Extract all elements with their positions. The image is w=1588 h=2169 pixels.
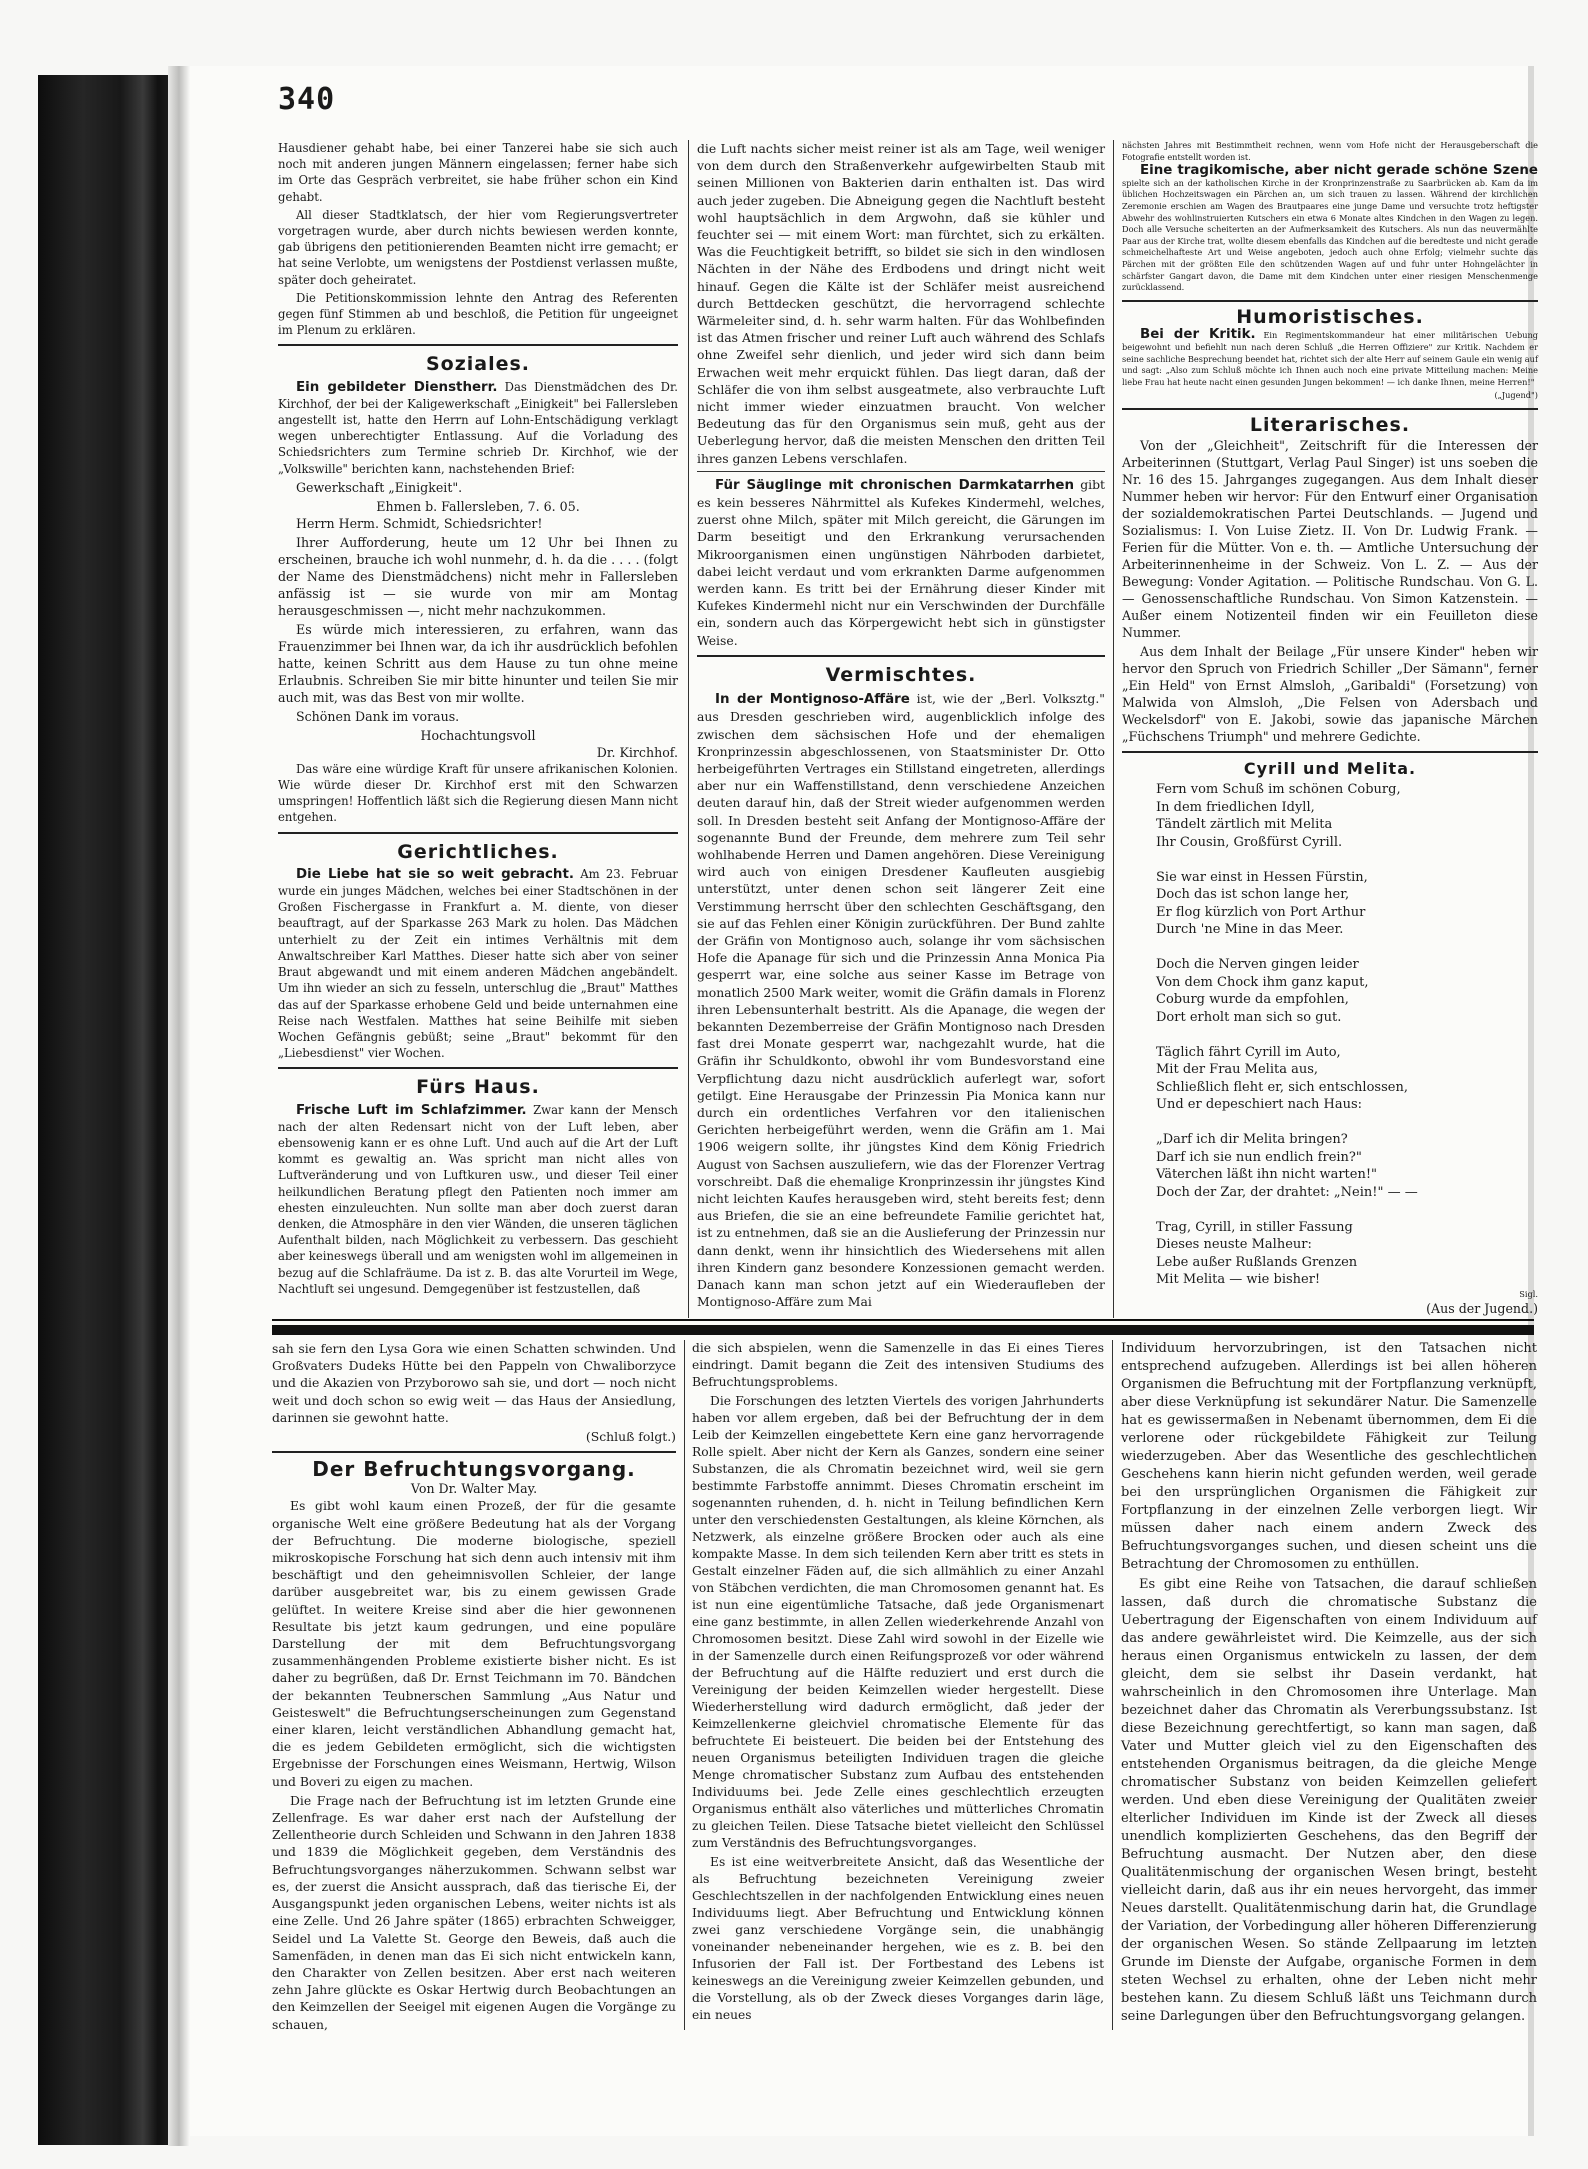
section-rule [1122,300,1538,302]
section-heading-fuers-haus: Fürs Haus. [416,1076,540,1099]
poem-line: Dieses neuste Malheur: [1156,1237,1312,1253]
section-rule [697,471,1105,472]
poem-signature: Sigl. [1519,1288,1538,1299]
article-lead: Für Säuglinge mit chronischen Darmkatarrhen [715,477,1075,493]
paragraph: Das wäre eine würdige Kraft für unsere afrikanischen Kolonien. Wie würde dieser Dr. Kirchhof erst mit den Schwarzen umspringen! Hoffentlich läßt sich die Regierung diesen Mann nicht entgehen. [278,761,678,825]
page-stack-edge [168,66,190,2146]
poem-line: Doch das ist schon lange her, [1156,887,1350,903]
article-lead: Ein gebildeter Dienstherr. [296,379,498,395]
poem-line [1156,1201,1538,1219]
section-heading-vermischtes: Vermischtes. [825,663,977,686]
column-divider [1113,140,1114,1318]
poem-title: Cyrill und Melita. [1243,759,1417,779]
poem-line: Dort erholt man sich so gut. [1156,1009,1342,1025]
poem [1156,781,1538,1289]
letter-body: Ihrer Aufforderung, heute um 12 Uhr bei Ihnen zu erscheinen, brauche ich wohl nunmehr, d. h. da die . . . . (folgt der Name des Dienstmädchens) nicht mehr in Fallersleben anfässig ist — sie wurde von mir am Montag herausgeschmissen —, nicht mehr nachzukommen. [278,534,678,618]
paragraph: die Luft nachts sicher meist reiner ist als am Tage, weil weniger von dem durch den Straßenverkehr aufgewirbelten Staub mit seinen Millionen von Bakterien darin enthalten ist. Das wird auch jeder zugeben. Die Abneigung gegen die Nachtluft besteht wohl hauptsächlich in dem Argwohn, daß sie kühler und feuchter sei — mit einem Wort: man fürchtet, sich zu erkälten. Was die Feuchtigkeit betrifft, so bildet sie sich in den windlosen Nächten in der Nähe des Erdbodens und dringt nicht weit hinauf. Gegen die Kälte ist der Schläfer meist ausreichend durch Bettdecken geschützt, die hervorragend schlechte Wärmeleiter sind, d. h. sehr warm halten. Für das Wohlbefinden ist das Atmen frischer und reiner Luft auch während des Schlafs ohne Zweifel sehr dienlich, und jeder wird sich dann beim Erwachen weit mehr erquickt fühlen. Das liegt daran, daß der Schläfer die von ihm selbst ausgeatmete, also verbrauchte Luft nicht immer wieder einzuatmen braucht. Von welcher Bedeutung das für den Organismus sein muß, geht aus der Ueberlegung hervor, daß die meisten Menschen den dritten Teil ihres ganzen Lebens verschlafen. [697,141,1105,466]
paragraph: Die Frage nach der Befruchtung ist im letzten Grunde eine Zellenfrage. Es war daher erst nach der Aufstellung der Zellentheorie durch Schleiden und Schwann in den Jahren 1838 und 1839 die Möglichkeit gegeben, dem Verständnis des Befruchtungsvorganges näherzukommen. Schwann selbst war es, der zuerst die Ansicht aussprach, daß das tierische Ei, der Ausgangspunkt jeden organischen Lebens, weiter nichts ist als eine Zelle. Und 26 Jahre später (1865) erbrachten Schweigger, Seidel und La Valette St. George den Beweis, daß auch die Samenfäden, in denen man das Ei sich nicht entwickeln kann, den Charakter von Zellen besitzen. Aber erst nach weiteren zehn Jahre glückte es Oskar Hertwig durch Beobachtungen an den Keimzellen der Seeigel mit eigenen Augen die Vorgänge zu schauen, [272,1792,676,2032]
continued-note: (Schluß folgt.) [585,1429,676,1445]
feuilleton-rule-thin [272,1319,1534,1321]
letter-to: Herrn Herm. Schmidt, Schiedsrichter! [296,515,543,531]
poem-line: Mit Melita — wie bisher! [1156,1272,1321,1288]
letter-signature: Dr. Kirchhof. [596,744,678,760]
paragraph: Hausdiener gehabt habe, bei einer Tanzerei habe sie sich auch noch mit anderen jungen Männern eingelassen; ferner habe sich im Orte das Gespräch verbreitet, sie habe früher schon ein Kind gehabt. [278,141,678,204]
section-heading-humoristisches: Humoristisches. [1236,305,1424,328]
poem-line: Fern vom Schuß im schönen Coburg, [1156,782,1401,798]
poem-line [1156,939,1538,957]
letter-signoff: Hochachtungsvoll [420,727,536,743]
paragraph: die sich abspielen, wenn die Samenzelle in das Ei eines Tieres eindringt. Damit begann die Zeit des intensiven Studiums des Befruchtungsproblems. [692,1341,1104,1389]
poem-line: Und er depeschiert nach Haus: [1156,1097,1363,1113]
article-lead: In der Montignoso-Affäre [715,692,910,708]
paragraph: sah sie fern den Lysa Gora wie einen Schatten schwinden. Und Großvaters Dudeks Hütte bei den Pappeln von Chwaliborzyce und die Akazien von Przyborowo sah sie, und dort — noch nicht weit und doch schon so ewig weit — das Haus der Ansiedlung, darinnen sie gewohnt hatte. [272,1341,676,1425]
article-lead: Eine tragikomische, aber nicht gerade schöne Szene [1140,163,1538,179]
paragraph: Individuum hervorzubringen, ist den Tatsachen nicht entsprechend aufzugeben. Allerdings ist bei allen höheren Organismen die Befruchtung mit der Fortpflanzung verknüpft, aber diese Verknüpfung ist sekundärer Natur. Die Samenzelle hat es gewissermaßen in Nebenamt übernommen, dem Ei die verlorene oder rückgebildete Fähigkeit zur Teilung wiederzugeben. Aber das Wesentliche des geschlechtlichen Geschehens kann hierin nicht gefunden werden, weil gerade bei den ursprünglichen Organismen die Fähigkeit zur Fortpflanzung in der einzelnen Zelle verborgen liegt. Wir müssen daher nach einem andern Zweck des Befruchtungsvorganges suchen, und diesen scheint uns die Betrachtung der Chromosomen zu enthüllen. [1121,1341,1537,1572]
section-heading-soziales: Soziales. [425,353,531,376]
article-title: Der Befruchtungsvorgang. [312,1457,636,1482]
column-divider [684,1340,685,2030]
poem-line: Ihr Cousin, Großfürst Cyrill. [1156,834,1343,850]
article-author: Von Dr. Walter May. [410,1481,538,1497]
lower-column-1 [272,1340,676,2035]
section-rule [1122,751,1538,753]
poem-line: In dem friedlichen Idyll, [1156,799,1315,815]
source-credit: („Jugend") [1494,390,1538,401]
article-lead: Die Liebe hat sie so weit gebracht. [296,866,574,882]
upper-column-3 [1122,140,1538,1317]
poem-line: Tändelt zärtlich mit Melita [1156,817,1333,833]
paragraph: Es gibt wohl kaum einen Prozeß, der für die gesamte organische Welt eine größere Bedeutung hat als der Vorgang der Befruchtung. Die moderne biologische, speziell mikroskopische Forschung hat sich denn auch intensiv mit ihm beschäftigt und den geheimnisvollen Schleier, der lange darüber ausgebreitet war, bis zu einem gewissen Grade gelüftet. In weitere Kreise sind aber die hier gewonnenen Resultate bis jetzt kaum gedrungen, und eine populäre Darstellung der mit dem Befruchtungsvorgang zusammenhängenden Probleme existierte bisher nicht. Es ist daher zu begrüßen, daß Dr. Ernst Teichmann im 70. Bändchen der bekannten Teubnerschen Sammlung „Aus Natur und Geisteswelt" die Befruchtungserscheinungen zum Gegenstand einer klaren, leicht verständlichen Abhandlung gemacht hat, die es jedem Gebildeten ermöglicht, sich die wichtigsten Ergebnisse der Forschungen eines Weismann, Hertwig, Wilson und Boveri zu eigen zu machen. [272,1498,676,1789]
upper-column-2 [697,140,1105,1312]
poem-line: Er flog kürzlich von Port Arthur [1156,904,1366,920]
poem-line [1156,1026,1538,1044]
paragraph: Die Forschungen des letzten Viertels des vorigen Jahrhunderts haben vor allem ergeben, daß bei der Befruchtung der in dem Leib der Keimzellen eingebettete Kern eine ganz hervorragende Rolle spielt. Aber nicht der Kern als Ganzes, sondern eine seiner Substanzen, die als Chromatin bezeichnet wird, weil sie gern bestimmte Farbstoffe annimmt. Dieses Chromatin erscheint im sogenannten ruhenden, d. h. nicht in Teilung befindlichen Kern unter den verschiedensten Gestaltungen, als kleine Körnchen, als Netzwerk, als einzelne größere Brocken oder auch als eine kompakte Masse. In dem sich teilenden Kern aber tritt es stets in Gestalt einzelner Fäden auf, die sich allmählich zu einer Anzahl von Stäbchen verdichten, die man Chromosomen genannt hat. Es ist nun eine eigentümliche Tatsache, daß jede Organismenart eine ganz bestimmte, in allen Zellen wiederkehrende Anzahl von Chromosomen besitzt. Diese Zahl wird sowohl in der Eizelle wie in der Samenzelle durch einen Reifungsprozeß vor oder während der Befruchtung auf die Hälfte reduziert und erst durch die Vereinigung der beiden Keimzellen wieder hergestellt. Diese Wiederherstellung wird dadurch ermöglicht, daß jeder der Keimzellenkerne gleichviel chromatische Elemente für das befruchtete Ei beisteuert. Die beiden bei der Entstehung des neuen Organismus beteiligten Individuen tragen die gleiche Menge chromatischer Substanz zum Aufbau des entstehenden Individuums bei. Jede Zelle eines geschlechtlich erzeugten Organismus enthält also väterliches und mütterliches Chromatin zu gleichen Teilen. Diese Tatsache bietet vielleicht den Schlüssel zum Verständnis des Befruchtungsvorganges. [692,1394,1104,1850]
poem-line: Darf ich sie nun endlich frein?" [1156,1149,1362,1165]
poem-line: Lebe außer Rußlands Grenzen [1156,1254,1358,1270]
column-divider [1112,1340,1113,2030]
poem-line: Sie war einst in Hessen Fürstin, [1156,869,1368,885]
feuilleton-rule [272,1325,1534,1335]
article-text: gibt es kein besseres Nährmittel als Kufekes Kindermehl, welches, zuerst ohne Milch, später mit Milch gereicht, die Gärungen im Darm beseitigt und den Erkrankung verursachenden Mikroorganismen einen ungünstigen Nährboden darbietet, dabei leicht verdaut und vom erkrankten Darme aufgenommen werden kann. Es tritt bei der Ernährung dieser Kinder mit Kufekes Kindermehl nicht nur ein Verschwinden der Durchfälle ein, sondern auch das Körpergewicht hebt sich in günstigster Weise. [697,476,1105,648]
poem-line [1156,851,1538,869]
poem-line: Doch die Nerven gingen leider [1156,957,1359,973]
lower-column-3 [1121,1340,1537,2028]
column-divider [688,140,689,1318]
section-heading-literarisches: Literarisches. [1249,413,1411,436]
poem-line: Trag, Cyrill, in stiller Fassung [1156,1219,1353,1235]
poem-line: Doch der Zar, der drahtet: „Nein!" — — [1156,1184,1418,1200]
poem-line: Väterchen läßt ihn nicht warten!" [1156,1167,1378,1183]
lower-column-2 [692,1340,1104,2026]
article-lead: Bei der Kritik. [1140,327,1256,343]
paragraph: All dieser Stadtklatsch, der hier vom Regierungsvertreter vorgetragen wurde, aber durch nichts bewiesen werden konnte, gab übrigens den petitionierenden Beamten nicht irre gemacht; er hat seine Verlobte, um wenigstens der Postdienst verlassen mußte, später doch geheiratet. [278,207,678,287]
paragraph: Die Petitionskommission lehnte den Antrag des Referenten gegen fünf Stimmen ab und beschloß, die Petition für ungeeignet im Plenum zu erklären. [278,290,678,338]
paragraph: Es gibt eine Reihe von Tatsachen, die darauf schließen lassen, daß durch die chromatische Substanz die Uebertragung der Eigenschaften von einem Individuum auf das andere gewährleistet wird. Die Keimzelle, aus der sich heraus einen Organismus entwickeln zu lassen, der dem gleicht, dem sie selbst ihr Dasein verdankt, hat wahrscheinlich in den Chromosomen ihre Unterlage. Man bezeichnet daher das Chromatin als Vererbungssubstanz. Ist diese Bezeichnung gerechtfertigt, so kann man sagen, daß Vater und Mutter gleich viel zu den Eigenschaften des entstehenden Organismus beitragen, da die gleiche Menge chromatischer Substanz von beiden Keimzellen geliefert werden. Und eben diese Vereinigung der Qualitäten zweier elterlicher Individuen im Kinde ist der Zweck all dieses unendlich komplizierten Geschehens, das den Begriff der Befruchtung ausmacht. Der Nutzen aber, den diese Qualitätenmischung der organischen Wesen bringt, besteht vielleicht darin, daß aus ihr ein neues hervorgeht, das immer Neues darstellt. Qualitätenmischung darin hat, die Grundlage der Variation, der Vorbedingung aller höheren Differenzierung der organischen Wesen. So stände Zellpaarung im letzten Grunde im Dienste der Aufgabe, organische Formen in dem steten Wechsel zu erhalten, ohne der Leben nicht mehr bestehen kann. Zu diesem Schluß läßt uns Teichmann durch seine Darlegungen über den Befruchtungsvorgang gelangen. [1121,1577,1537,2024]
section-rule [272,1451,676,1453]
section-rule [697,655,1105,657]
article-text: Ein Regimentskommandeur hat einer militärischen Uebung beigewohnt und befiehlt nun nach deren Schluß „die Herren Offiziere" zur Kritik. Nachdem er seine sachliche Besprechung beendet hat, richtet sich der alte Herr auf seinem Gaule ein wenig auf und sagt: „Also zum Schluß möchte ich Ihnen auch noch eine private Mitteilung machen: Meine liebe Frau hat heute nacht einen gesunden Jungen bekommen! — ich danke Ihnen, meine Herren!" [1122,330,1538,387]
poem-line: Durch 'ne Mine in das Meer. [1156,922,1344,938]
article-text: Am 23. Februar wurde ein junges Mädchen, welches bei einer Stadtschönen in der Großen Fischergasse in Frankfurt a. M. diente, von dieser beauftragt, auf der Sparkasse 263 Mark zu holen. Das Mädchen unterhielt zu der Zeit ein intimes Verhältnis mit dem Anwaltschreiber Karl Matthes. Dieser hatte sich aber von seiner Braut abgewandt und mit einem anderen Mädchen angebändelt. Um ihn wieder an sich zu fesseln, unterschlug die „Braut" Matthes das auf der Sparkasse erhobene Geld und beide unternahmen eine Reise nach Westfalen. Matthes hat seine Beihilfe mit sieben Wochen Gefängnis gebüßt; seine „Braut" bekommt für den „Liebesdienst" vier Wochen. [278,866,678,1061]
poem-line: Täglich fährt Cyrill im Auto, [1156,1044,1341,1060]
book-spine [38,75,188,2145]
paragraph: Von der „Gleichheit", Zeitschrift für die Interessen der Arbeiterinnen (Stuttgart, Verlag Paul Singer) ist uns soeben die Nr. 16 des 15. Jahrganges zugegangen. Aus dem Inhalt dieser Nummer heben wir hervor: Für den Entwurf einer Organisation der sozialdemokratischen Partei Deutschlands. — Jugend und Sozialismus: I. Von Luise Zietz. II. Von Dr. Ludwig Frank. — Ferien für die Mütter. Von e. th. — Amtliche Untersuchung der Arbeiterinnenheime in der Schweiz. Von L. Z. — Aus der Bewegung: Vonder Agitation. — Politische Rundschau. Von G. L. — Genossenschaftliche Rundschau. Von Simon Katzenstein. — Außer einem Notizenteil finden wir ein Feuilleton diese Nummer. [1122,438,1538,641]
poem-line: Von dem Chock ihm ganz kaput, [1156,974,1369,990]
letter-thanks: Schönen Dank im voraus. [296,708,460,724]
letter-place: Ehmen b. Fallersleben, 7. 6. 05. [376,498,580,514]
article-text: Zwar kann der Mensch nach der alten Redensart nicht von der Luft leben, aber ebensowenig kann er es ohne Luft. Und auch auf die Art der Luft kommt es gewaltig an. Was spricht man nicht alles von Luftveränderung und von Luftkuren usw., und dieser Teil einer heilkundlichen Beratung pflegt den Patienten noch immer am ehesten einzuleuchten. Nun sollte man aber doch zuerst daran denken, die Atmosphäre in den vier Wänden, die unseren täglichen Aufenthalt bilden, nach Möglichkeit zu verbessern. Das geschieht aber keineswegs überall und am wenigsten wohl im allgemeinen in bezug auf die Schlafräume. Da ist z. B. das alte Vorurteil im Wege, Nachtluft sei ungesund. Demgegenüber ist festzustellen, daß [278,1102,679,1296]
section-rule [1122,408,1538,410]
poem-line: „Darf ich dir Melita bringen? [1156,1132,1348,1148]
article-text: spielte sich an der katholischen Kirche in der Kronprinzenstraße zu Saarbrücken ab. Kam da im üblichen Hochzeitswagen ein Pärchen an, um sich trauen zu lassen. Während der kirchlichen Zeremonie erschien am Wagen des Brautpaares eine junge Dame und versuchte trotz heftigster Abwehr des wohlinstruierten Kutschers ein etwa 6 Monate altes Kindchen in den Wagen zu legen. Doch alle Versuche scheiterten an der Aufmerksamkeit des Kutschers. Als nun das neuvermählte Paar aus der Kirche trat, wollte diesem ebenfalls das Kindchen auf die beredteste und nicht gerade schmeichelhafteste Art und Weise angeboten, jedoch auch ohne Erfolg; vielmehr suchte das Pärchen mit der größten Eile den schützenden Wagen auf und fuhr unter Hohngelächter in schärfster Gangart davon, die Dame mit dem Kindchen unter einer riesigen Menschenmenge zurücklassend. [1122,177,1538,293]
section-rule [278,344,678,346]
letter-head: Gewerkschaft „Einigkeit". [296,479,463,495]
paragraph: Aus dem Inhalt der Beilage „Für unsere Kinder" heben wir hervor den Spruch von Friedrich Schiller „Der Sämann", ferner „Ein Held" von Ernst Almsloh, „Garibaldi" (Forsetzung) von Malwida von Almsloh, „Die Felsen von Adersbach und Weckelsdorf" von E. Jakobi, sowie das japanische Märchen „Füchschens Triumph" und mehrere Gedichte. [1122,644,1538,745]
paragraph: Es ist eine weitverbreitete Ansicht, daß das Wesentliche der als Befruchtung bezeichneten Vereinigung zweier Geschlechtszellen in der nachfolgenden Entwicklung eines neuen Individuums liegt. Aber Befruchtung und Entwicklung können zwei ganz verschiedene Vorgänge sein, die unabhängig voneinander nebeneinander hergehen, wie es z. B. bei den Infusorien der Fall ist. Der Fortbestand des Lebens ist keineswegs an die Vereinigung zweier Keimzellen gebunden, und die Vorstellung, als ob der Zweck dieses Vorganges darin läge, ein neues [692,1855,1104,2022]
article-text: Das Dienstmädchen des Dr. Kirchhof, der bei der Kaligewerkschaft „Einigkeit" bei Fallersleben angestellt ist, hatte den Herrn auf Lohn-Entschädigung verklagt wegen unberechtigter Entlassung. Auf die Vorladung des Schiedsrichters zum Termine schrieb Dr. Kirchhof, wie der „Volkswille" berichten kann, nachstehenden Brief: [278,379,678,476]
letter-body: Es würde mich interessieren, zu erfahren, wann das Frauenzimmer bei Ihnen war, da ich ihr ausdrücklich befohlen hatte, keinen Schritt aus dem Hause zu tun ohne meine Erlaubnis. Schreiben Sie mir bitte hinunter und teilen Sie mir auch mit, was das Best von mir wollte. [278,621,678,705]
upper-column-1 [278,140,678,1299]
poem-line: Coburg wurde da empfohlen, [1156,992,1349,1008]
article-lead: Frische Luft im Schlafzimmer. [296,1102,527,1118]
poem-source: (Aus der Jugend.) [1426,1301,1538,1317]
section-rule [278,832,678,834]
section-rule [278,1067,678,1069]
section-heading-gerichtliches: Gerichtliches. [397,840,559,863]
poem-line: Mit der Frau Melita aus, [1156,1062,1319,1078]
poem-line: Schließlich fleht er, sich entschlossen, [1156,1079,1408,1095]
article-text: ist, wie der „Berl. Volksztg." aus Dresden geschrieben wird, augenblicklich infolge des zwischen dem sächsischen Hofe und der ehemaligen Kronprinzessin abgeschlossenen, von Staatsminister Dr. Otto herbeigeführten Vertrages ein Stillstand eingetreten, allerdings aber nur ein Waffenstillstand, denn verschiedene Anzeichen deuten darauf hin, daß der Streit wieder aufgenommen werden soll. In Dresden besteht seit Anfang der Montignoso-Affäre der sogenannte Bund der Freunde, dem mehrere zum Teil sehr wohlhabende Herren und Damen angehören. Diese Vereinigung wird auch von einigen Dresdener Kaufleuten ausgiebig unterstützt, unter denen schon seit längerer Zeit eine Verstimmung herrscht über den schlechten Geschäftsgang, den sie auf das Fehlen einer Königin zurückführen. Der Bund zahlte der Gräfin von Montignoso auch, solange ihr vom sächsischen Hofe die Apanage für sich und die Prinzessin Anna Monica Pia gesperrt war, eine solche aus seiner Kasse im Betrage von monatlich 2500 Mark weiter, womit die Gräfin damals in Florenz ihren Lebensunterhalt bestritt. Als die Apanage, die wegen der bekannten Dezemberreise der Gräfin Montignoso nach Dresden fast drei Monate gesperrt war, nachgezahlt wurde, hat die Gräfin ihr Schuldkonto, obwohl ihr vom Bundesvorstand eine Verpflichtung dazu nicht ausdrücklich auferlegt war, sofort getilgt. Eine Herausgabe der Prinzessin Pia Monica kann nur durch ein ordentliches Verfahren vor den italienischen Gerichten herbeigeführt werden, wenn die Gräfin am 1. Mai 1906 weigern sollte, ihr jüngstes Kind dem König Friedrich August von Sachsen auszuliefern, wie das der Florenzer Vertrag vorschreibt. Daß die ehemalige Kronprinzessin ihr jüngstes Kind nicht leichten Kaufes herausgeben wird, steht bereits fest; denn aus Briefen, die sie an eine befreundete Familie gerichtet hat, ist zu entnehmen, daß sie an die Auslieferung der Prinzessin nur dann denkt, wenn ihr hinsichtlich des Wiedersehens mit allen ihren Kindern ganz besondere Konzessionen gemacht werden. Danach kann man schon jetzt auf ein Wiederaufleben der Montignoso-Affäre zum Mai [697,691,1105,1310]
poem-line [1156,1114,1538,1132]
page-number: 340 [278,82,336,117]
paragraph: nächsten Jahres mit Bestimmtheit rechnen, wenn vom Hofe nicht der Herausgeberschaft die Fotografie entstellt worden ist. [1122,140,1538,162]
